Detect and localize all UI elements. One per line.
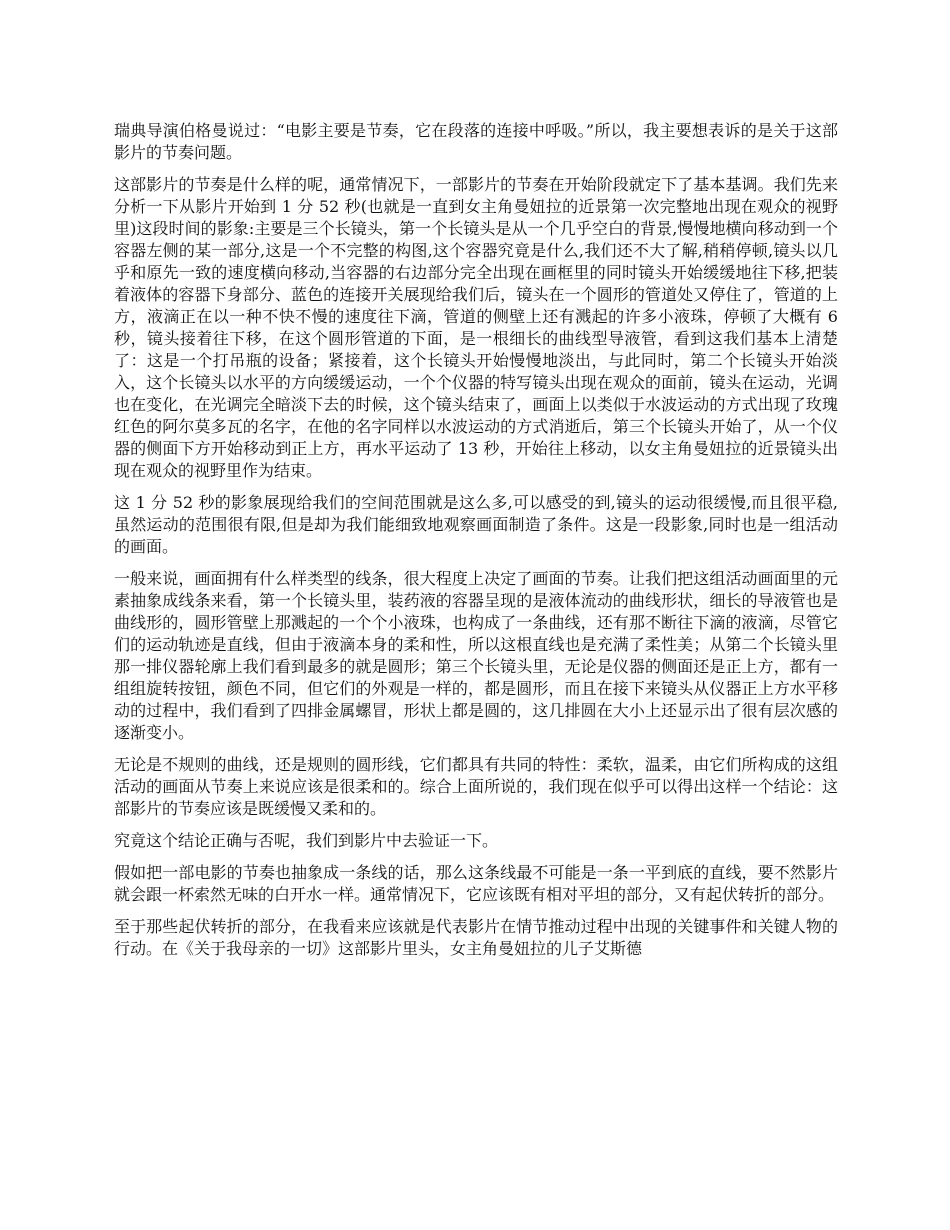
paragraph-5: 无论是不规则的曲线，还是规则的圆形线，它们都具有共同的特性：柔软，温柔，由它们所构成的这组活动的画面从节奏上来说应该是很柔和的。综合上面所说的，我们现在似乎可以得出这样一个结论：这部影片的节奏应该是既缓慢又柔和的。 — [114, 755, 838, 818]
paragraph-8: 至于那些起伏转折的部分，在我看来应该就是代表影片在情节推动过程中出现的关键事件和关键人物的行动。在《关于我母亲的一切》这部影片里头，女主角曼妞拉的儿子艾斯德 — [114, 917, 838, 958]
paragraph-2: 这部影片的节奏是什么样的呢，通常情况下，一部影片的节奏在开始阶段就定下了基本基调。我们先来分析一下从影片开始到 1 分 52 秒(也就是一直到女主角曼妞拉的近景第一次完整地出现在观众的视野里)这段时间的影象:主要是三个长镜头，第一个长镜头是从一个几乎空白的背景,慢慢地横向移动到一个容器左侧的某一部分,这是一个不完整的构图,这个容器究竟是什么,我们还不大了解,稍稍停顿,镜头以几乎和原先一致的速度横向移动,当容器的右边部分完全出现在画框里的同时镜头开始缓缓地往下移,把装着液体的容器下身部分、蓝色的连接开关展现给我们后，镜头在一个圆形的管道处又停住了，管道的上方，液滴正在以一种不快不慢的速度往下滴，管道的侧壁上还有溅起的许多小液珠，停顿了大概有 6 秒，镜头接着往下移，在这个圆形管道的下面，是一根细长的曲线型导液管，看到这我们基本上清楚了：这是一个打吊瓶的设备；紧接着，这个长镜头开始慢慢地淡出，与此同时，第二个长镜头开始淡入，这个长镜头以水平的方向缓缓运动，一个个仪器的特写镜头出现在观众的面前，镜头在运动，光调也在变化，在光调完全暗淡下去的时候，这个镜头结束了，画面上以类似于水波运动的方式出现了玫瑰红色的阿尔莫多瓦的名字，在他的名字同样以水波运动的方式消逝后，第三个长镜头开始了，从一个仪器的侧面下方开始移动到正上方，再水平运动了 13 秒，开始往上移动，以女主角曼妞拉的近景镜头出现在观众的视野里作为结束。 — [114, 175, 838, 480]
paragraph-4: 一般来说，画面拥有什么样类型的线条，很大程度上决定了画面的节奏。让我们把这组活动画面里的元素抽象成线条来看，第一个长镜头里，装药液的容器呈现的是液体流动的曲线形状，细长的导液管也是曲线形的，圆形管壁上那溅起的一个个小液珠，也构成了一条曲线，还有那不断往下滴的液滴，尽管它们的运动轨迹是直线，但由于液滴本身的柔和性，所以这根直线也是充满了柔性美；从第二个长镜头里那一排仪器轮廓上我们看到最多的就是圆形；第三个长镜头里，无论是仪器的侧面还是正上方，都有一组组旋转按钮，颜色不同，但它们的外观是一样的，都是圆形，而且在接下来镜头从仪器正上方水平移动的过程中，我们看到了四排金属螺冒，形状上都是圆的，这几排圆在大小上还显示出了很有层次感的逐渐变小。 — [114, 569, 838, 742]
document-body — [114, 120, 838, 970]
paragraph-7: 假如把一部电影的节奏也抽象成一条线的话，那么这条线最不可能是一条一平到底的直线，要不然影片就会跟一杯索然无味的白开水一样。通常情况下，它应该既有相对平坦的部分，又有起伏转折的部分。 — [114, 863, 838, 904]
paragraph-3: 这 1 分 52 秒的影象展现给我们的空间范围就是这么多,可以感受的到,镜头的运动很缓慢,而且很平稳,虽然运动的范围很有限,但是却为我们能细致地观察画面制造了条件。这是一段影象,同时也是一组活动的画面。 — [114, 493, 838, 556]
paragraph-1: 瑞典导演伯格曼说过：“电影主要是节奏，它在段落的连接中呼吸。”所以，我主要想表诉的是关于这部影片的节奏问题。 — [114, 121, 838, 162]
paragraph-6: 究竟这个结论正确与否呢，我们到影片中去验证一下。 — [114, 831, 499, 850]
